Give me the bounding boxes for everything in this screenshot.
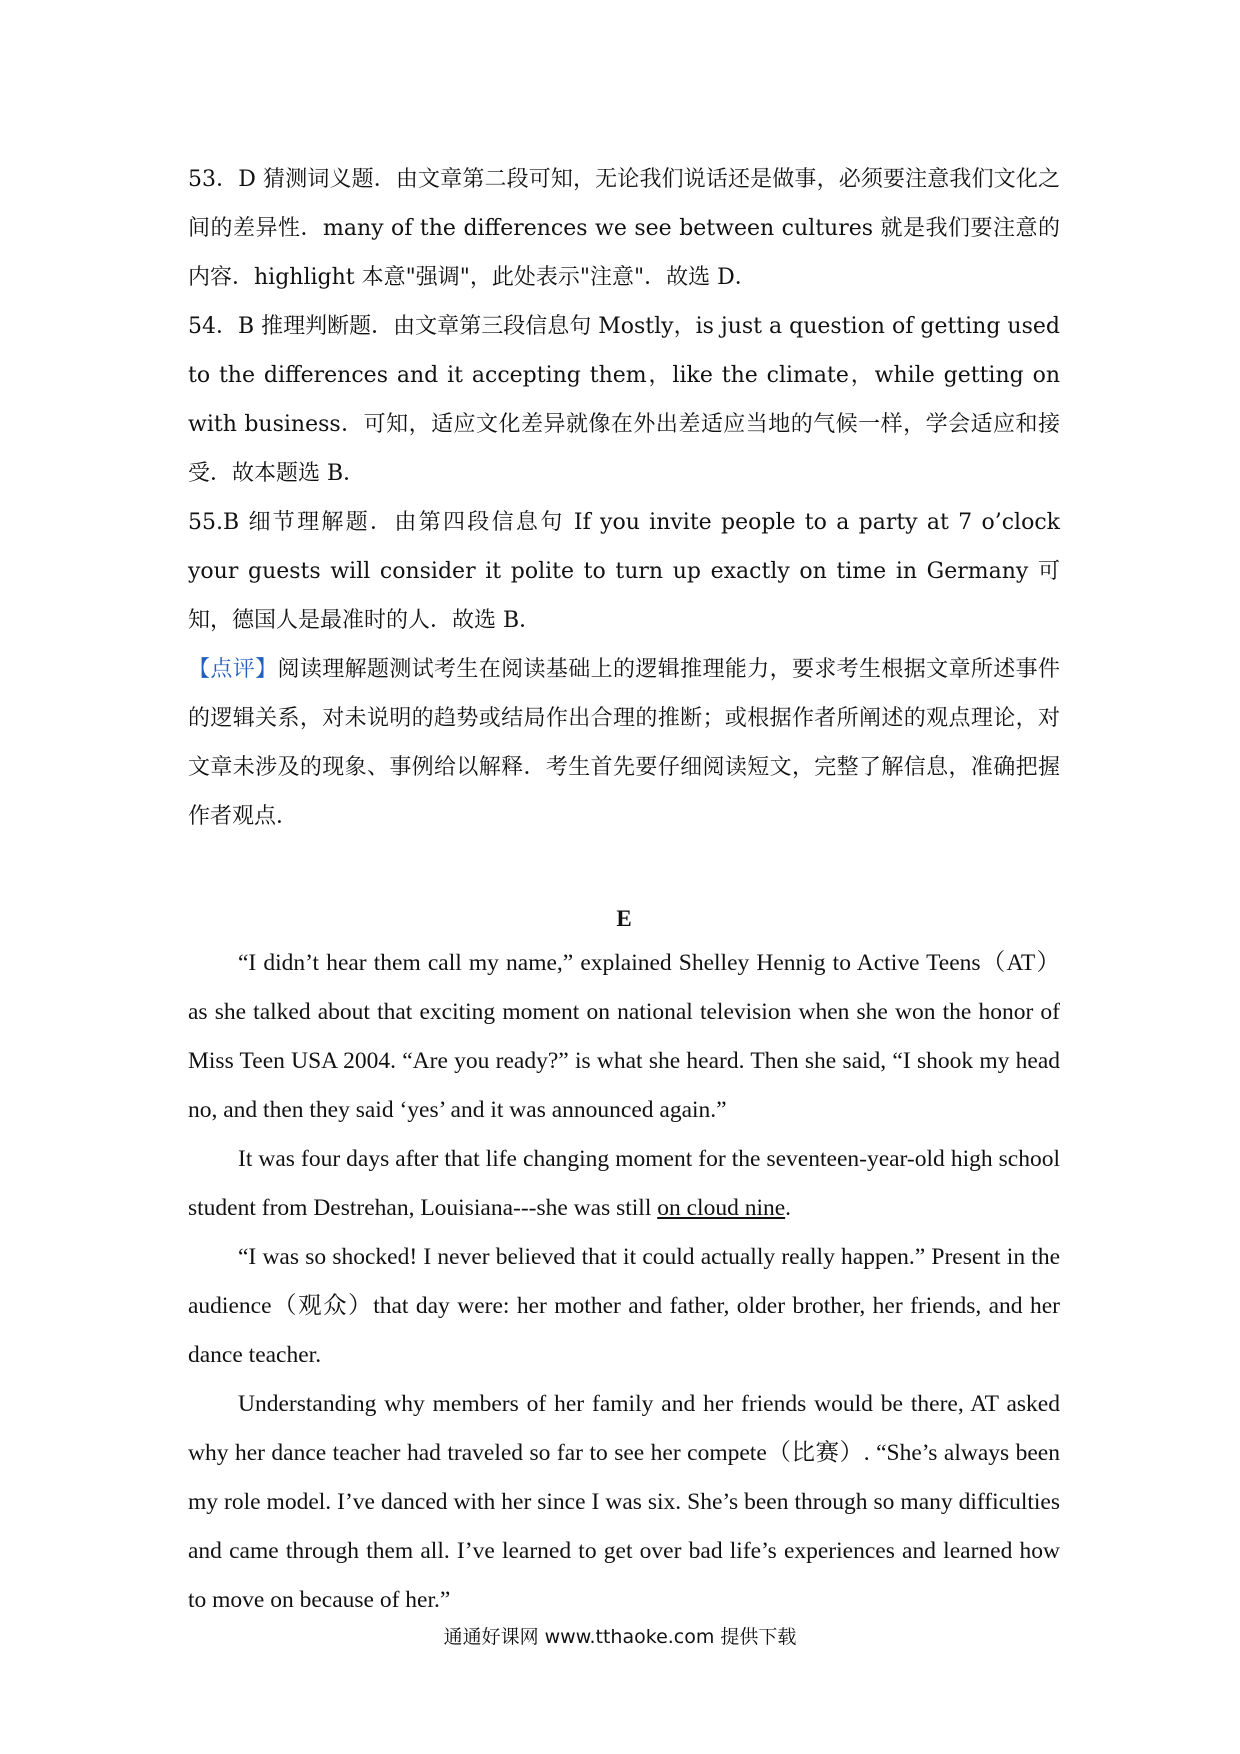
review-paragraph — [188, 645, 1060, 841]
answer-54: 54．B 推理判断题．由文章第三段信息句 Mostly，is just a question of getting used to the differences and it accepting them，like the climate，while getting on with business．可知，适应文化差异就像在外出差适应当地的气候一样，学会适应和接受．故本题选 B． — [188, 314, 1060, 486]
paragraph-2-text: It was four days after that life changing moment for the seventeen-year-old high school student from Destrehan, Louisiana---she was still — [188, 1146, 1060, 1221]
review-tag: 【点评】 — [188, 657, 278, 682]
review-text: 阅读理解题测试考生在阅读基础上的逻辑推理能力，要求考生根据文章所述事件的逻辑关系，对未说明的趋势或结局作出合理的推断；或根据作者所阐述的观点理论，对文章未涉及的现象、事例给以解释．考生首先要仔细阅读短文，完整了解信息，准确把握作者观点． — [188, 657, 1060, 829]
passage-e — [188, 939, 1060, 1625]
answer-explanations — [188, 155, 1060, 841]
answer-55: 55.B 细节理解题．由第四段信息句 If you invite people to a party at 7 o’clock your guests will consider it polite to turn up exactly on time in Germany 可知，德国人是最准时的人．故选 B． — [188, 510, 1060, 633]
document-page — [188, 155, 1060, 1625]
passage-paragraph-4: Understanding why members of her family and her friends would be there, AT asked why her dance teacher had traveled so far to see her compete（比赛）. “She’s always been my role model. I’ve danced with her since I was six. She’s been through so many difficulties and came through them all. I’ve learned to get over bad life’s experiences and learned how to move on because of her.” — [188, 1391, 1060, 1613]
underlined-phrase: on cloud nine — [657, 1195, 786, 1221]
passage-paragraph-1: “I didn’t hear them call my name,” explained Shelley Hennig to Active Teens（AT）as she talked about that exciting moment on national television when she won the honor of Miss Teen USA 2004. “Are you ready?” is what she heard. Then she said, “I shook my head no, and then they said ‘yes’ and it was announced again.” — [188, 950, 1060, 1123]
paragraph-2-end: . — [785, 1195, 792, 1221]
passage-paragraph-2 — [188, 1135, 1060, 1233]
passage-paragraph-3: “I was so shocked! I never believed that it could actually really happen.” Present in the audience（观众）that day were: her mother and father, older brother, her friends, and her dance teacher. — [188, 1244, 1060, 1368]
section-title: E — [616, 906, 632, 931]
page-footer: 通通好课网 www.tthaoke.com 提供下载 — [443, 1626, 797, 1648]
answer-53: 53．D 猜测词义题．由文章第二段可知，无论我们说话还是做事，必须要注意我们文化之间的差异性．many of the differences we see between cultures 就是我们要注意的内容．highlight 本意"强调"，此处表示"注意"．故选 D． — [188, 167, 1060, 290]
